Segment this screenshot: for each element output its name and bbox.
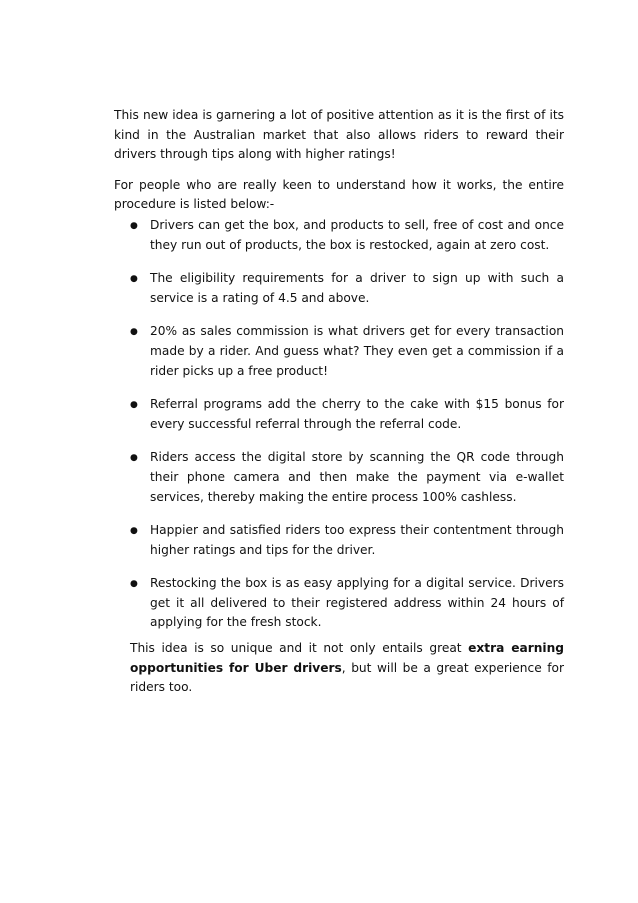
bullet-icon: ● — [130, 220, 138, 231]
closing-text-start: This idea is so unique and it not only entails great — [130, 641, 469, 656]
closing-paragraph — [114, 639, 564, 698]
list-item — [114, 216, 564, 255]
list-item — [114, 574, 564, 633]
procedure-list — [114, 216, 564, 633]
list-item — [114, 448, 564, 507]
bullet-icon: ● — [130, 274, 138, 285]
bullet-icon: ● — [130, 579, 138, 590]
list-item-text: Drivers can get the box, and products to sell, free of cost and once they run out of products, the box is restocked, again at zero cost. — [150, 217, 564, 252]
closing-text-end: , but will be a great experience for riders too. — [130, 660, 564, 695]
list-item-text: The eligibility requirements for a driver to sign up with such a service is a rating of 4.5 and above. — [150, 271, 564, 305]
list-item — [114, 322, 564, 381]
list-item-text: Referral programs add the cherry to the cake with $15 bonus for every successful referral through the referral code. — [150, 397, 564, 431]
intro-paragraph: This new idea is garnering a lot of positive attention as it is the first of its kind in the Australian market that also allows riders to reward their drivers through tips along with higher ratings! — [114, 108, 564, 162]
list-item — [114, 269, 564, 308]
list-item-text: Riders access the digital store by scanning the QR code through their phone camera and then make the payment via e-wallet services, thereby making the entire process 100% cashless. — [150, 450, 564, 504]
list-item-text: 20% as sales commission is what drivers get for every transaction made by a rider. And guess what? They even get a commission if a rider picks up a free product! — [150, 324, 564, 378]
bullet-icon: ● — [130, 327, 138, 338]
document-body — [114, 106, 564, 698]
procedure-intro-paragraph: For people who are really keen to understand how it works, the entire procedure is listed below:- — [114, 177, 564, 212]
list-item-text: Happier and satisfied riders too express their contentment through higher ratings and tips for the driver. — [150, 523, 564, 557]
bullet-icon: ● — [130, 526, 138, 537]
list-item-text: Restocking the box is as easy applying for a digital service. Drivers get it all delivered to their registered address within 24 hours of applying for the fresh stock. — [150, 576, 564, 630]
bullet-icon: ● — [130, 400, 138, 411]
closing-bold-phrase: extra earning opportunities for Uber drivers — [130, 641, 564, 675]
list-item — [114, 521, 564, 560]
list-item — [114, 395, 564, 434]
bullet-icon: ● — [130, 453, 138, 464]
